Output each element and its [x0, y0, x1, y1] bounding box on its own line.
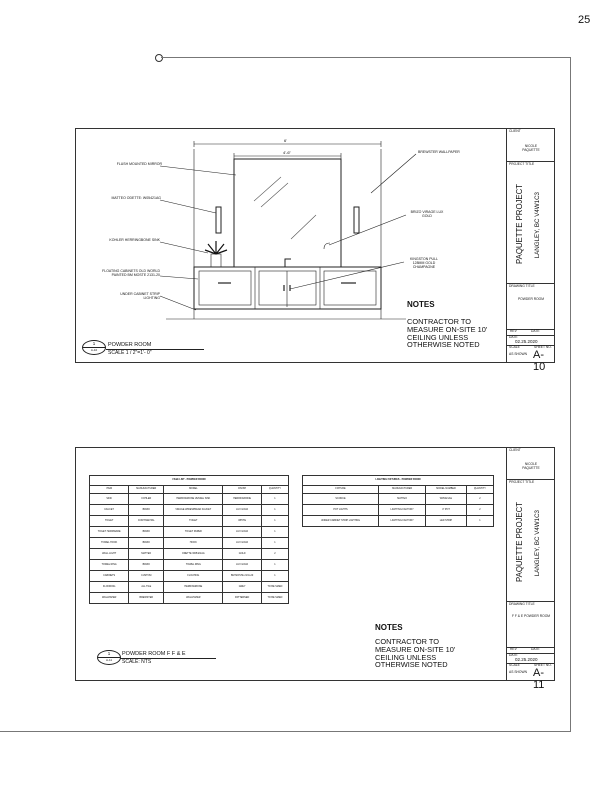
ffe-cell: 1 — [261, 560, 288, 571]
sheet-a11 — [75, 447, 555, 691]
lighting-cell: 2 — [466, 494, 493, 505]
tb-project-location: LANGLEY, BC V4W1C3 — [534, 510, 541, 577]
ffe-cell: GREY — [223, 582, 261, 593]
ffe-cell: BM MOSTE 2131-20 — [223, 571, 261, 582]
ffe-cell: TOWEL RING — [164, 560, 223, 571]
tb-date: 02.25.2020 — [515, 339, 538, 344]
title-block — [506, 129, 555, 373]
label-flush-mirror: FLUSH MOUNTED MIRROR — [116, 162, 162, 166]
page-guide-right — [570, 57, 571, 732]
ffe-head-cell: MODEL — [164, 486, 223, 494]
tb-drawing-label: DRAWING TITLE — [509, 602, 535, 606]
ffe-cell: 1 — [261, 538, 288, 549]
ffe-table — [89, 475, 289, 604]
ffe-table-row — [90, 582, 289, 593]
ffe-cell: FLOORING — [90, 582, 129, 593]
ffe-cell: GOLD — [223, 549, 261, 560]
ffe-table-row — [90, 560, 289, 571]
ffe-cell: SINK — [90, 494, 129, 505]
tb-project-label: PROJECT TITLE — [509, 480, 535, 484]
ffe-cell: BRIZO — [129, 527, 164, 538]
tb-drawing-name: POWDER ROOM — [517, 297, 544, 301]
tb-drawing-section — [507, 284, 555, 330]
tb-project-location: LANGLEY, BC V4W1C3 — [534, 192, 541, 259]
tb-date-small-label: DATE — [509, 653, 518, 657]
lighting-table-row — [303, 516, 494, 527]
lighting-table-body — [303, 494, 494, 527]
ffe-cell: WALLPAPER — [164, 593, 223, 604]
tb-client-label: CLIENT — [509, 129, 521, 133]
page-guide-top — [161, 57, 571, 58]
lighting-head-cell: QUANTITY — [466, 486, 493, 494]
tb-date-label: DATE — [531, 647, 540, 651]
tb-date: 02.25.2020 — [515, 657, 538, 662]
ffe-cell: BRIZO — [129, 538, 164, 549]
lighting-cell: 4" POT — [426, 505, 467, 516]
notes-text: CONTRACTOR TO MEASURE ON-SITE 10' CEILING UNLESS OTHERWISE NOTED — [407, 317, 488, 350]
tb-project-section — [507, 480, 555, 602]
tb-scale-value: AS SHOWN — [509, 352, 527, 356]
tb-client-name: NICOLE PAQUETTE — [522, 144, 540, 152]
tb-client-section — [507, 448, 555, 480]
label-kingston-pull: KINGSTON PULL 128MM GOLD CHAMPAGNE — [410, 257, 438, 269]
lighting-table — [302, 475, 494, 527]
tb-project-section — [507, 162, 555, 284]
ffe-cell: TOILET HARDWARE — [90, 527, 129, 538]
ffe-cell: LUX GOLD — [223, 538, 261, 549]
tb-client-section — [507, 129, 555, 162]
tb-rev-label: REV — [510, 329, 517, 333]
ffe-cell: WALL LIGHT — [90, 549, 129, 560]
tb-scale-label: SCALE — [509, 345, 520, 349]
ffe-cell: LUX GOLD — [223, 560, 261, 571]
detail-callout — [82, 340, 106, 355]
dimension-top-label: 6' — [284, 138, 287, 143]
ffe-cell: TOILET PAPER — [164, 527, 223, 538]
detail-callout-sheet: A-11 — [105, 658, 113, 662]
page-corner-marker — [155, 54, 163, 62]
page-guide-bottom — [0, 731, 571, 732]
detail-callout-number: 1 — [107, 651, 111, 656]
lighting-head-cell: MANUFACTURER — [379, 486, 426, 494]
tb-client-label: CLIENT — [509, 448, 521, 452]
ffe-cell: WALLPAPER — [90, 593, 129, 604]
ffe-cell: TOWEL HOOK — [90, 538, 129, 549]
drawing-title: POWDER ROOM — [108, 342, 152, 348]
ffe-table-title: FF&E LIST - POWDER ROOM — [90, 476, 289, 486]
ffe-cell: 2 — [261, 549, 288, 560]
tb-rev-label: REV — [510, 647, 517, 651]
ffe-cell: BRIZO — [129, 560, 164, 571]
ffe-cell: 1 — [261, 494, 288, 505]
lighting-head-cell: MODEL NUMBER — [426, 486, 467, 494]
notes-heading: NOTES — [375, 623, 403, 632]
detail-callout — [97, 650, 121, 665]
ffe-cell: PATTERNED — [223, 593, 261, 604]
page-number: 25 — [578, 14, 591, 26]
label-strip-lighting: UNDER CABINET STRIP LIGHTING — [120, 292, 160, 300]
tb-project-title: PAQUETTE PROJECT — [515, 184, 524, 264]
ffe-cell: 1 — [261, 571, 288, 582]
tb-sheet-label: SHEET NO. — [534, 663, 552, 667]
ffe-table-row — [90, 549, 289, 560]
notes-heading: NOTES — [407, 300, 435, 309]
lighting-cell: MATTEO — [379, 494, 426, 505]
ffe-cell: CUSTOM — [129, 571, 164, 582]
ffe-table-row — [90, 538, 289, 549]
ffe-cell: HERRINGBONE — [223, 494, 261, 505]
detail-callout-number: 1 — [92, 341, 96, 346]
ffe-cell: TOILET — [90, 516, 129, 527]
tb-drawing-section — [507, 602, 555, 648]
lighting-cell: LIGHTING FACTORY — [379, 505, 426, 516]
notes-text: CONTRACTOR TO MEASURE ON-SITE 10' CEILING UNLESS OTHERWISE NOTED — [375, 637, 456, 670]
ffe-table-row — [90, 505, 289, 516]
label-floating-cabinets: FLOATING CABINETS OLD WORLD PAINTED BM MOSTE 2131-20 — [102, 269, 160, 277]
ffe-cell: ALL TILE — [129, 582, 164, 593]
lighting-cell: UNDER CABINET STRIP LIGHTING — [303, 516, 379, 527]
ffe-cell: KOHLER — [129, 494, 164, 505]
drawing-scale: SCALE: NTS — [122, 659, 152, 665]
ffe-cell: HERRINGBONE VESSEL SINK — [164, 494, 223, 505]
ffe-table-row — [90, 527, 289, 538]
lighting-cell: SCONCE — [303, 494, 379, 505]
label-kohler-sink: KOHLER HERRINGBONE SINK — [109, 238, 160, 242]
title-block — [506, 448, 555, 691]
tb-drawing-label: DRAWING TITLE — [509, 284, 535, 288]
label-brizo-faucet: BRIZO VIRAGE LUX GOLD — [410, 210, 444, 218]
ffe-table-row — [90, 571, 289, 582]
ffe-cell: HERRINGBONE — [164, 582, 223, 593]
ffe-cell: WHITE — [223, 516, 261, 527]
ffe-cell: TO BE SIZED — [261, 582, 288, 593]
lighting-table-row — [303, 494, 494, 505]
ffe-cell: BRIZO — [129, 505, 164, 516]
ffe-cell: TOWEL RING — [90, 560, 129, 571]
ffe-cell: ODETTE W05421AG — [164, 549, 223, 560]
ffe-head-cell: QUANTITY — [261, 486, 288, 494]
ffe-cell: HOOK — [164, 538, 223, 549]
ffe-cell: FAUCET — [90, 505, 129, 516]
drawing-scale: SCALE 1 / 2"=1'- 0" — [108, 350, 152, 356]
lighting-head-cell: FIXTURE — [303, 486, 379, 494]
tb-scale-value: AS SHOWN — [509, 670, 527, 674]
lighting-cell: LIGHTING FACTORY — [379, 516, 426, 527]
ffe-head-cell: MANUFACTURER — [129, 486, 164, 494]
ffe-table-row — [90, 516, 289, 527]
tb-date-small-label: DATE — [509, 335, 518, 339]
detail-callout-sheet: A-10 — [90, 348, 98, 352]
tb-date-label: DATE — [531, 329, 540, 333]
lighting-cell: W05421AG — [426, 494, 467, 505]
tb-sheet-number: A-10 — [533, 349, 546, 373]
ffe-cell: TO BE SIZED — [261, 593, 288, 604]
drawing-title: POWDER ROOM F F & E — [122, 651, 186, 657]
sheet-a10 — [75, 128, 555, 373]
tb-sheet-label: SHEET NO. — [534, 345, 552, 349]
lighting-cell: 1 — [466, 516, 493, 527]
ffe-cell: TOILET — [164, 516, 223, 527]
lighting-cell: 2 — [466, 505, 493, 516]
ffe-cell: VIRAGE WIDESPREAD FAUCET — [164, 505, 223, 516]
ffe-cell: CABINETS — [90, 571, 129, 582]
ffe-head-cell: FINISH — [223, 486, 261, 494]
tb-project-label: PROJECT TITLE — [509, 162, 535, 166]
ffe-cell: BREWSTER — [129, 593, 164, 604]
tb-drawing-name: F F & E POWDER ROOM — [511, 614, 551, 618]
tb-sheet-number: A-11 — [533, 667, 545, 691]
ffe-cell: 1 — [261, 505, 288, 516]
ffe-table-row — [90, 494, 289, 505]
ffe-cell: LUX GOLD — [223, 527, 261, 538]
ffe-cell: 1 — [261, 516, 288, 527]
lighting-table-title: LIGHTING FIXTURES - POWDER ROOM — [303, 476, 494, 486]
lighting-table-row — [303, 505, 494, 516]
dimension-mirror-label: 4'-6" — [283, 150, 291, 155]
tb-project-title: PAQUETTE PROJECT — [515, 502, 524, 582]
lighting-cell: LED STRIP — [426, 516, 467, 527]
tb-scale-label: SCALE — [509, 663, 520, 667]
label-matteo-sconce: MATTEO ODETTE: W05421AG — [111, 196, 161, 200]
lighting-cell: POT LIGHTS — [303, 505, 379, 516]
label-brewster-wallpaper: BREWSTER WALLPAPER — [418, 150, 460, 154]
ffe-cell: 1 — [261, 527, 288, 538]
ffe-table-row — [90, 593, 289, 604]
ffe-table-body — [90, 494, 289, 604]
ffe-cell: FLOATING — [164, 571, 223, 582]
tb-client-name: NICOLE PAQUETTE — [522, 462, 540, 470]
ffe-cell: MATTEO — [129, 549, 164, 560]
ffe-cell: LUX GOLD — [223, 505, 261, 516]
ffe-cell: CONTINENTAL — [129, 516, 164, 527]
ffe-head-cell: ITEM — [90, 486, 129, 494]
